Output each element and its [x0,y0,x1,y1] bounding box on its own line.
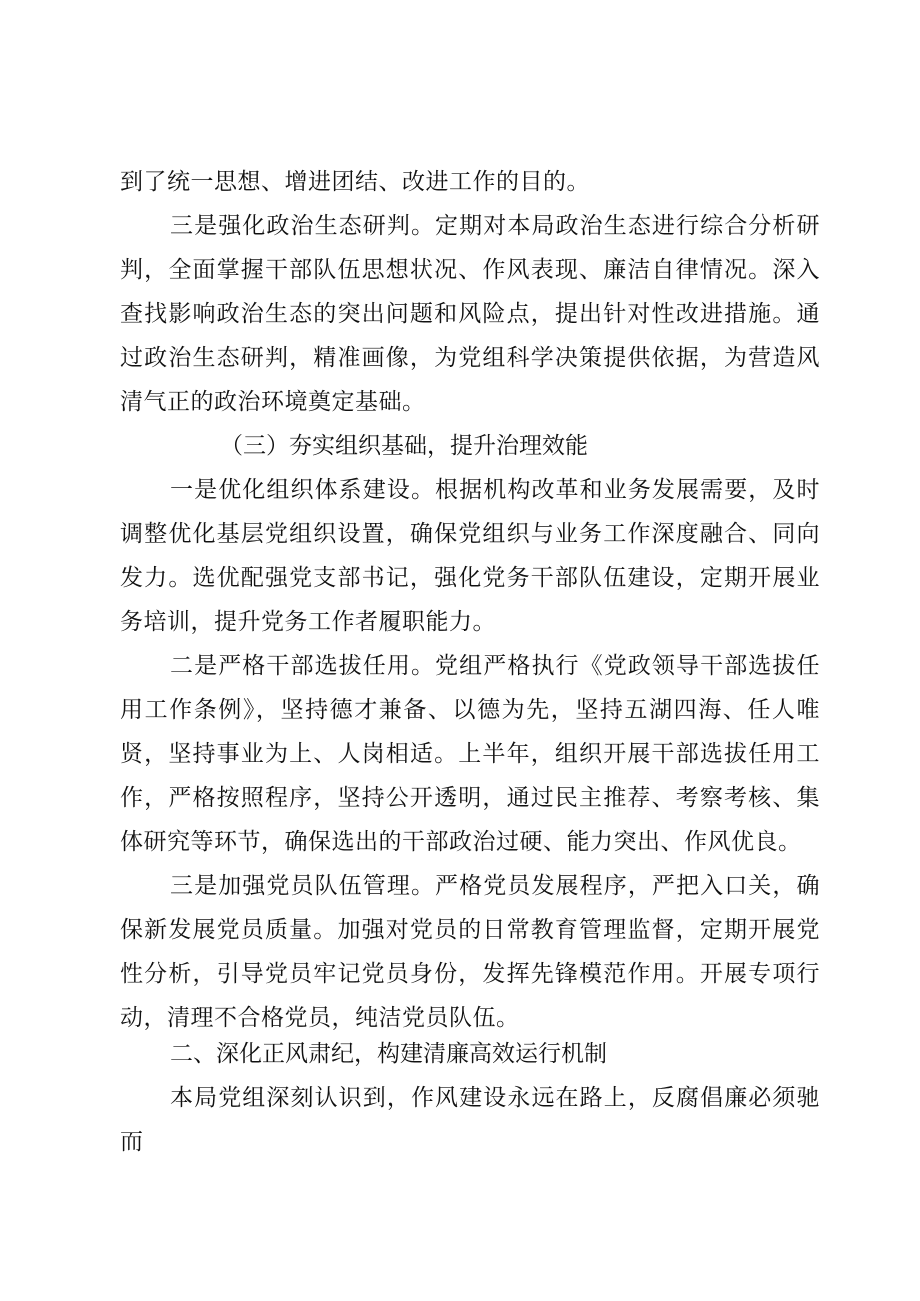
paragraph-cadre-selection: 二是严格干部选拔任用。党组严格执行《党政领导干部选拔任用工作条例》，坚持德才兼备、以德为先，坚持五湖四海、任人唯贤，坚持事业为上、人岗相适。上半年，组织开展干部选拔任用工作，严格按照程序，坚持公开透明，通过民主推荐、考察考核、集体研究等环节，确保选出的干部政治过硬、能力突出、作风优良。 [120,653,820,855]
paragraph-political-ecology: 三是强化政治生态研判。定期对本局政治生态进行综合分析研判，全面掌握干部队伍思想状况、作风表现、廉洁自律情况。深入查找影响政治生态的突出问题和风险点，提出针对性改进措施。通过政治生态研判，精准画像，为党组科学决策提供依据，为营造风清气正的政治环境奠定基础。 [120,213,820,415]
section-heading-two: 二、深化正风肃纪，构建清廉高效运行机制 [170,1041,607,1067]
subheading-organization-foundation: （三）夯实组织基础，提升治理效能 [220,433,588,459]
paragraph-section-two-intro: 本局党组深刻认识到，作风建设永远在路上，反腐倡廉必须驰而 [120,1085,820,1155]
paragraph-continuation: 到了统一思想、增进团结、改进工作的目的。 [120,169,590,195]
paragraph-party-member-management: 三是加强党员队伍管理。严格党员发展程序，严把入口关，确保新发展党员质量。加强对党员的日常教育管理监督，定期开展党性分析，引导党员牢记党员身份，发挥先锋模范作用。开展专项行动，清理不合格党员，纯洁党员队伍。 [120,873,820,1031]
paragraph-organization-system: 一是优化组织体系建设。根据机构改革和业务发展需要，及时调整优化基层党组织设置，确保党组织与业务工作深度融合、同向发力。选优配强党支部书记，强化党务干部队伍建设，定期开展业务培训，提升党务工作者履职能力。 [120,477,820,635]
